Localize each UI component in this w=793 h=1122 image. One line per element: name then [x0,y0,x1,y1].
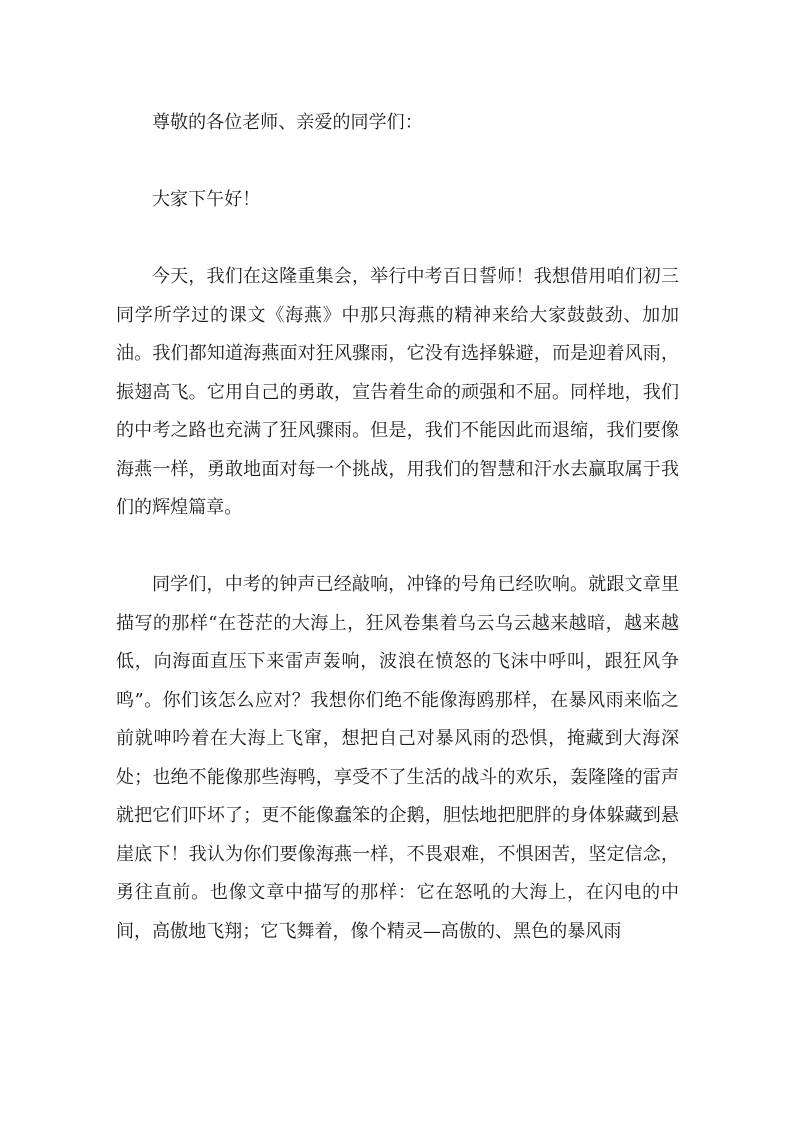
body-paragraph-1: 今天，我们在这隆重集会，举行中考百日誓师！我想借用咱们初三同学所学过的课文《海燕》中那只海燕的精神来给大家鼓鼓劲、加加油。我们都知道海燕面对狂风骤雨，它没有选择躲避，而是迎着风雨，振翅高飞。它用自己的勇敢，宣告着生命的顽强和不屈。同样地，我们的中考之路也充满了狂风骤雨。但是，我们不能因此而退缩，我们要像海燕一样，勇敢地面对每一个挑战，用我们的智慧和汗水去赢取属于我们的辉煌篇章。 [116,266,679,518]
document-page [116,104,679,951]
salutation: 尊敬的各位老师、亲爱的同学们： [152,112,423,133]
greeting: 大家下午好！ [152,189,261,210]
body-paragraph-2: 同学们，中考的钟声已经敲响，冲锋的号角已经吹响。就跟文章里描写的那样“在苍茫的大海上，狂风卷集着乌云乌云越来越暗，越来越低，向海面直压下来雷声轰响，波浪在愤怒的飞沫中呼叫，跟狂风争鸣”。你们该怎么应对？我想你们绝不能像海鸥那样，在暴风雨来临之前就呻吟着在大海上飞窜，想把自己对暴风雨的恐惧，掩藏到大海深处；也绝不能像那些海鸭，享受不了生活的战斗的欢乐，轰隆隆的雷声就把它们吓坏了；更不能像蠢笨的企鹅，胆怯地把肥胖的身体躲藏到悬崖底下！我认为你们要像海燕一样，不畏艰难，不惧困苦，坚定信念，勇往直前。也像文章中描写的那样：它在怒吼的大海上，在闪电的中间，高傲地飞翔；它飞舞着，像个精灵—高傲的、黑色的暴风雨 [116,574,679,942]
paragraph-spacer [116,220,679,259]
paragraph-spacer [116,528,679,567]
paragraph-spacer [116,143,679,182]
